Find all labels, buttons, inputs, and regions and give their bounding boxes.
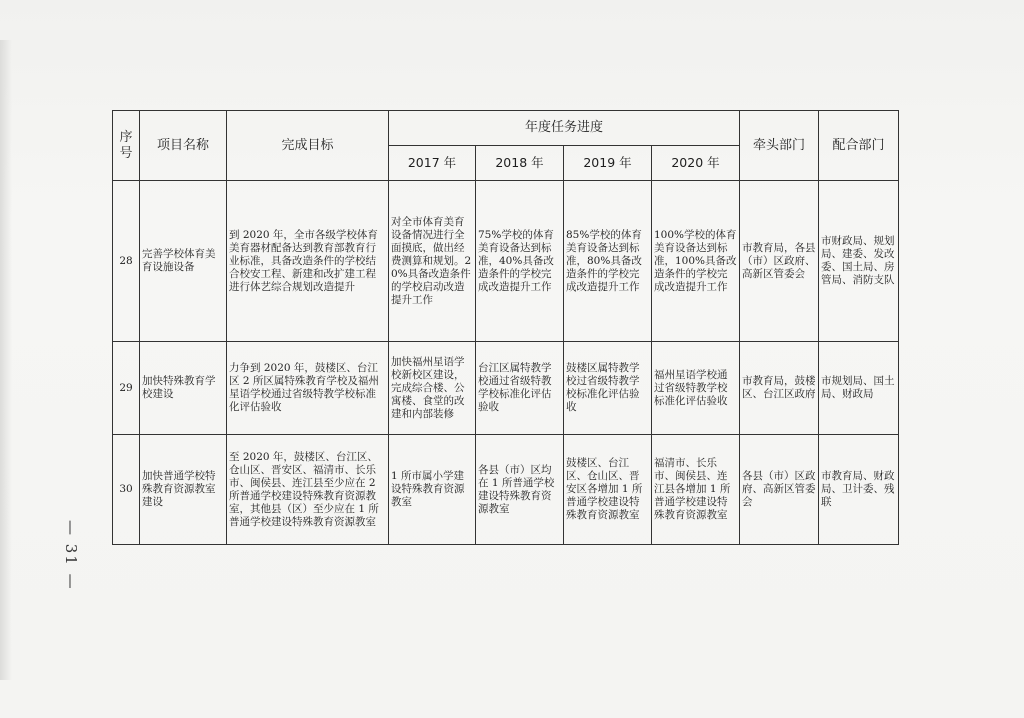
row-number: 28: [113, 181, 140, 342]
progress-2019: 鼓楼区属特教学校过省级特教学校标准化评估验收: [564, 342, 652, 435]
page-number: — 31 —: [62, 520, 80, 591]
table-row: [113, 342, 899, 435]
header-row: [113, 111, 899, 146]
progress-2020: 100%学校的体育美育设备达到标准，100%具备改造条件的学校完成改造提升工作: [652, 181, 740, 342]
progress-2020: 福州星语学校通过省级特教学校标准化评估验收: [652, 342, 740, 435]
project-name: 完善学校体育美育设施设备: [140, 181, 227, 342]
goal-cell: 至 2020 年，鼓楼区、台江区、仓山区、晋安区、福清市、长乐市、闽侯县、连江县至少应在 2 所普通学校建设特殊教育资源教室，其他县（区）至少应在 1 所普通学校建设特殊教育资源教室: [227, 435, 389, 545]
progress-2018: 台江区属特教学校通过省级特教学校标准化评估验收: [476, 342, 564, 435]
scan-shadow: [0, 40, 12, 680]
progress-2019: 鼓楼区、台江区、仓山区、晋安区各增加 1 所普通学校建设特殊教育资源教室: [564, 435, 652, 545]
row-number: 30: [113, 435, 140, 545]
coop-department: 市规划局、国土局、财政局: [819, 342, 899, 435]
header-goal: 完成目标: [227, 111, 389, 181]
table-row: [113, 435, 899, 545]
progress-2019: 85%学校的体育美育设备达到标准，80%具备改造条件的学校完成改造提升工作: [564, 181, 652, 342]
header-year-2018: 2018 年: [476, 146, 564, 181]
header-lead: 牵头部门: [740, 111, 819, 181]
progress-2017: 对全市体育美育设备情况进行全面摸底，做出经费测算和规划。20%具备改造条件的学校启动改造提升工作: [389, 181, 476, 342]
task-schedule-table: [112, 110, 899, 545]
project-name: 加快普通学校特殊教育资源教室建设: [140, 435, 227, 545]
lead-department: 市教育局，鼓楼区、台江区政府: [740, 342, 819, 435]
goal-cell: 到 2020 年，全市各级学校体育美育器材配备达到教育部教育行业标准，具备改造条件的学校结合校安工程、新建和改扩建工程进行体艺综合规划改造提升: [227, 181, 389, 342]
project-name: 加快特殊教育学校建设: [140, 342, 227, 435]
lead-department: 市教育局，各县（市）区政府、高新区管委会: [740, 181, 819, 342]
progress-2018: 75%学校的体育美育设备达到标准，40%具备改造条件的学校完成改造提升工作: [476, 181, 564, 342]
header-year-2017: 2017 年: [389, 146, 476, 181]
coop-department: 市财政局、规划局、建委、发改委、国土局、房管局、消防支队: [819, 181, 899, 342]
header-seq: 序号: [113, 111, 140, 181]
progress-2017: 加快福州星语学校新校区建设，完成综合楼、公寓楼、食堂的改建和内部装修: [389, 342, 476, 435]
row-number: 29: [113, 342, 140, 435]
header-year-2019: 2019 年: [564, 146, 652, 181]
progress-2018: 各县（市）区均在 1 所普通学校建设特殊教育资源教室: [476, 435, 564, 545]
progress-2020: 福清市、长乐市、闽侯县、连江县各增加 1 所普通学校建设特殊教育资源教室: [652, 435, 740, 545]
goal-cell: 力争到 2020 年，鼓楼区、台江区 2 所区属特殊教育学校及福州星语学校通过省级特教学校标准化评估验收: [227, 342, 389, 435]
lead-department: 各县（市）区政府、高新区管委会: [740, 435, 819, 545]
coop-department: 市教育局、财政局、卫计委、残联: [819, 435, 899, 545]
header-project: 项目名称: [140, 111, 227, 181]
table-row: [113, 181, 899, 342]
progress-2017: 1 所市属小学建设特殊教育资源教室: [389, 435, 476, 545]
header-progress: 年度任务进度: [389, 111, 740, 146]
header-year-2020: 2020 年: [652, 146, 740, 181]
header-coop: 配合部门: [819, 111, 899, 181]
